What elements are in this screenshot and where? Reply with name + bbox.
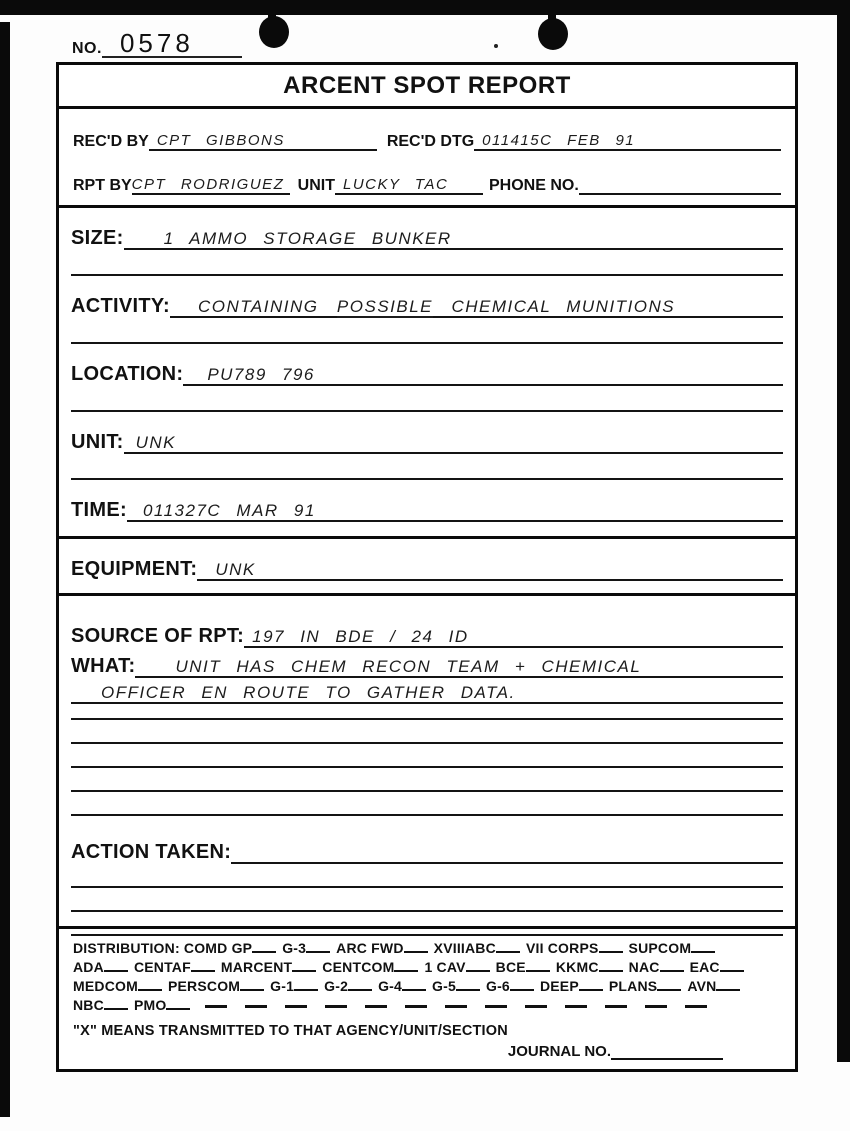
phone-field [579, 193, 781, 195]
distribution-item: SUPCOM [628, 940, 692, 956]
distribution-item: COMD GP [183, 940, 253, 956]
distribution-item: G-5 [432, 978, 456, 994]
distribution-check-blank [294, 979, 318, 991]
distribution-check-blank [660, 960, 684, 972]
what-row [71, 650, 783, 678]
scan-edge-left [0, 22, 10, 1117]
equipment-label: EQUIPMENT: [71, 558, 198, 580]
blank-dash [445, 1005, 467, 1008]
distribution-item: G-6 [485, 978, 510, 994]
distribution-item: G-2 [324, 978, 349, 994]
ruled-line [71, 766, 783, 768]
unit-label: UNIT: [71, 431, 124, 453]
scan-edge-top [0, 0, 850, 15]
unit-field [124, 432, 783, 454]
phone-label: PHONE NO. [489, 177, 579, 194]
form-title: ARCENT SPOT REPORT [283, 71, 571, 99]
distribution-item: VII CORPS [525, 940, 599, 956]
distribution-check-blank [191, 960, 215, 972]
distribution-item: G-4 [378, 978, 403, 994]
blank-dash [405, 1005, 427, 1008]
distribution-item: PERSCOM [167, 978, 241, 994]
reported-row [73, 167, 781, 195]
ruled-line [71, 342, 783, 344]
distribution-check-blank [510, 979, 534, 991]
blank-dash [565, 1005, 587, 1008]
distribution-item: MARCENT [220, 959, 293, 975]
distribution-check-blank [394, 960, 418, 972]
distribution-item: KKMC [555, 959, 599, 975]
distribution-check-blank [466, 960, 490, 972]
received-row [73, 123, 781, 151]
size-field [124, 228, 783, 250]
distribution-item: BCE [495, 959, 526, 975]
recd-by-label: REC'D BY [73, 133, 149, 150]
distribution-check-blank [166, 998, 190, 1010]
location-row [71, 356, 783, 386]
distribution-item: G-1 [270, 978, 295, 994]
time-label: TIME: [71, 499, 127, 521]
location-field [183, 364, 783, 386]
distribution-check-blank [526, 960, 550, 972]
distribution-item: NBC [73, 997, 104, 1013]
time-field [127, 500, 783, 522]
what-field-line1 [135, 656, 783, 678]
unit-header-value: LUCKY TAC [343, 176, 449, 193]
unit-row [71, 424, 783, 454]
blank-dash [525, 1005, 547, 1008]
recd-by-field [149, 131, 377, 151]
ruled-line [71, 790, 783, 792]
distribution-check-blank [599, 941, 623, 953]
recd-dtg-field [474, 131, 781, 151]
distribution-check-blank [104, 960, 128, 972]
ruled-line [71, 478, 783, 480]
action-taken-label: ACTION TAKEN: [71, 841, 232, 863]
activity-value-post: CHEMICAL MUNITIONS [451, 297, 676, 316]
ruled-line [71, 910, 783, 912]
ruled-line [71, 274, 783, 276]
unit-value: UNK [135, 433, 177, 452]
blank-dash [605, 1005, 627, 1008]
scan-speck [494, 44, 498, 48]
journal-no-label: JOURNAL NO. [507, 1043, 611, 1060]
distribution-check-blank [599, 960, 623, 972]
distribution-item: CENTAF [133, 959, 191, 975]
source-of-rpt-row [71, 618, 783, 648]
distribution-item: EAC [689, 959, 720, 975]
size-value: 1 AMMO STORAGE BUNKER [163, 229, 452, 248]
form-body [59, 220, 795, 936]
distribution-item: MEDCOM [73, 978, 138, 994]
recd-dtg-value: 011415C FEB 91 [482, 132, 636, 149]
equipment-field [197, 559, 783, 581]
distribution-check-blank [292, 960, 316, 972]
rpt-by-label: RPT BY [73, 177, 132, 194]
scan-edge-right [837, 0, 850, 1062]
what-label: WHAT: [71, 655, 136, 677]
distribution-line [73, 939, 781, 958]
form-header-section [59, 109, 795, 208]
distribution-line [73, 958, 781, 977]
distribution-item: NAC [628, 959, 660, 975]
what-value-line1: UNIT HAS CHEM RECON TEAM + CHEMICAL [175, 657, 642, 676]
unit-header-field [335, 175, 483, 195]
blank-dash [285, 1005, 307, 1008]
activity-value-pre: CONTAINING [198, 297, 319, 316]
ruled-line [71, 742, 783, 744]
document-number-row [72, 30, 242, 58]
location-label: LOCATION: [71, 363, 184, 385]
activity-row [71, 288, 783, 318]
section-divider [59, 536, 795, 539]
what-value-line2: OFFICER EN ROUTE TO GATHER DATA. [101, 683, 516, 702]
equipment-row [71, 551, 783, 581]
source-of-rpt-label: SOURCE OF RPT: [71, 625, 245, 647]
form-title-row [59, 65, 795, 109]
distribution-check-blank [720, 960, 744, 972]
distribution-item: G-3 [282, 940, 307, 956]
hole-punch-icon [259, 16, 289, 48]
blank-dash [245, 1005, 267, 1008]
distribution-check-blank [252, 941, 276, 953]
distribution-item: PLANS [608, 978, 658, 994]
transmitted-footnote: "X" MEANS TRANSMITTED TO THAT AGENCY/UNIT/SECTION [73, 1023, 508, 1039]
distribution-check-blank [240, 979, 264, 991]
distribution-check-blank [657, 979, 681, 991]
distribution-rows [73, 939, 781, 1015]
ruled-line [71, 886, 783, 888]
journal-row [73, 1043, 781, 1060]
blank-dash [685, 1005, 707, 1008]
what-field-line2 [71, 678, 783, 704]
distribution-check-blank [496, 941, 520, 953]
journal-no-field [611, 1046, 723, 1060]
distribution-item: CENTCOM [322, 959, 395, 975]
distribution-label: DISTRIBUTION: [73, 940, 184, 956]
location-value: PU789 796 [207, 365, 315, 384]
activity-field [170, 296, 783, 318]
ruled-line [71, 814, 783, 816]
rpt-by-field [132, 175, 290, 195]
action-taken-field [231, 862, 783, 864]
document-number-label: NO. [72, 40, 102, 57]
size-label: SIZE: [71, 227, 124, 249]
distribution-check-blank [138, 979, 162, 991]
recd-by-value: CPT GIBBONS [156, 132, 285, 149]
distribution-line [73, 996, 781, 1015]
distribution-check-blank [456, 979, 480, 991]
activity-label: ACTIVITY: [71, 295, 170, 317]
distribution-check-blank [716, 979, 740, 991]
time-value: 011327C MAR 91 [142, 501, 316, 520]
section-divider [59, 593, 795, 596]
distribution-item: ARC FWD [336, 940, 404, 956]
ruled-line [71, 410, 783, 412]
spot-report-form [56, 62, 798, 1072]
recd-dtg-label: REC'D DTG [386, 133, 475, 150]
activity-value-underlined: POSSIBLE [336, 297, 434, 316]
equipment-value: UNK [215, 560, 256, 579]
rpt-by-value: CPT RODRIGUEZ [131, 176, 285, 193]
distribution-check-blank [404, 941, 428, 953]
time-row [71, 492, 783, 522]
source-of-rpt-value: 197 IN BDE / 24 ID [252, 627, 469, 646]
distribution-item: ADA [73, 959, 104, 975]
distribution-line [73, 977, 781, 996]
distribution-item: 1 CAV [424, 959, 466, 975]
ruled-line [71, 718, 783, 720]
blank-dash [205, 1005, 227, 1008]
distribution-check-blank [579, 979, 603, 991]
distribution-check-blank [348, 979, 372, 991]
distribution-check-blank [306, 941, 330, 953]
blank-dash [325, 1005, 347, 1008]
distribution-section [59, 926, 795, 1069]
unit-header-label: UNIT [297, 177, 335, 194]
blank-dash [485, 1005, 507, 1008]
action-taken-row [71, 834, 783, 864]
distribution-item: PMO [133, 997, 167, 1013]
distribution-item: XVIIIABC [433, 940, 496, 956]
source-of-rpt-field [244, 626, 783, 648]
blank-dash [645, 1005, 667, 1008]
distribution-item: AVN [687, 978, 717, 994]
blank-dash [365, 1005, 387, 1008]
distribution-item: DEEP [539, 978, 579, 994]
distribution-check-blank [104, 998, 128, 1010]
hole-punch-icon [538, 18, 568, 50]
distribution-check-blank [691, 941, 715, 953]
document-number-value: 0578 [102, 30, 242, 58]
distribution-check-blank [402, 979, 426, 991]
size-row [71, 220, 783, 250]
